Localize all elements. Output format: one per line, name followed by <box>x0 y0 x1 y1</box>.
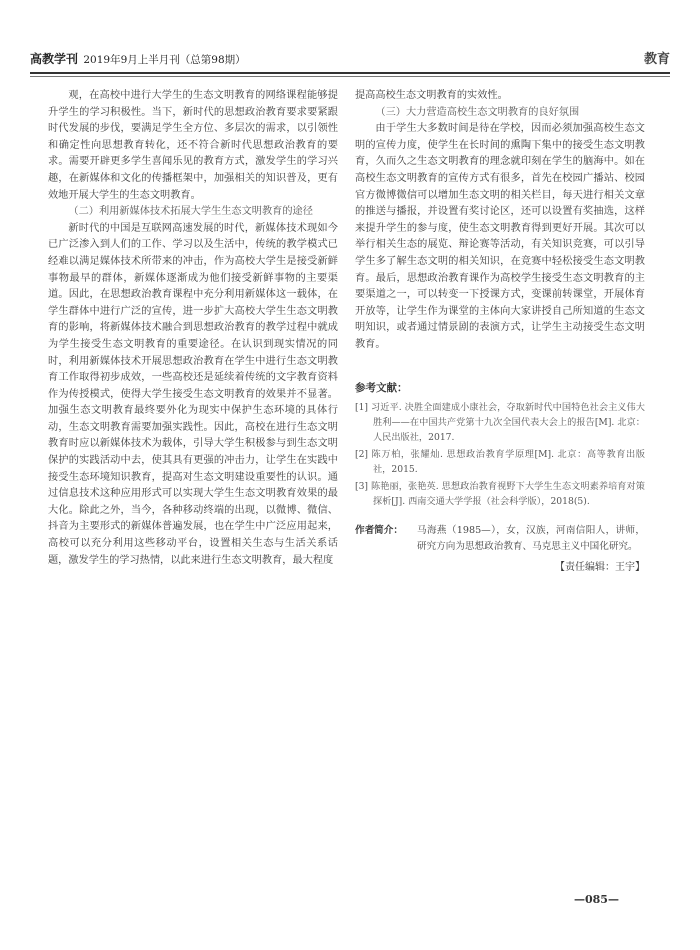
author-bio-label: 作者简介： <box>355 525 403 537</box>
journal-name: 高教学刊 <box>30 52 79 66</box>
editor-note: 【责任编辑：王宇】 <box>555 562 645 574</box>
author-bio-text: 马海燕（1985—），女，汉族，河南信阳人，讲师，研究方向为思想政治教育、马克思主义中国化研究。 <box>417 525 645 552</box>
references-title: 参考文献： <box>355 381 408 394</box>
author-bio <box>355 523 645 554</box>
reference-item: [1] 习近平. 决胜全面建成小康社会，夺取新时代中国特色社会主义伟大胜利——在中国共产党第十九次全国代表大会上的报告[M]. 北京：人民出版社，2017. <box>355 402 645 444</box>
page-header <box>30 48 670 72</box>
body-paragraph: 观，在高校中进行大学生的生态文明教育的网络课程能够提升学生的学习积极性。当下，新时代的思想政治教育要求要紧跟时代发展的步伐，要满足学生全方位、多层次的需求，以引领性和确定性向思想教育转化，还不符合新时代思想政治教育的要求。需要开辟更多学生喜闻乐见的教育方式，激发学生的学习兴趣，在新媒体和文化的传播框架中，加强相关的知识普及，更有效地开展大学生的生态文明教育。 <box>48 90 338 201</box>
right-column <box>355 88 645 577</box>
references-list <box>355 400 645 509</box>
section-subheading: （三）大力营造高校生态文明教育的良好氛围 <box>375 106 580 118</box>
section-subheading: （二）利用新媒体技术拓展大学生生态文明教育的途径 <box>68 206 313 218</box>
reference-item: [2] 陈万柏，张耀灿. 思想政治教育学原理[M]. 北京：高等教育出版社，2015. <box>355 449 645 476</box>
page-number: —085— <box>574 893 619 906</box>
reference-item: [3] 陈艳丽，张艳英. 思想政治教育视野下大学生生态文明素养培育对策探析[J]. 西南交通大学学报（社会科学版），2018(5). <box>355 481 645 508</box>
left-column <box>48 88 338 569</box>
section-label: 教育 <box>643 52 670 67</box>
right-column-paragraphs <box>355 88 645 354</box>
header-rule-thin <box>30 76 670 77</box>
body-paragraph: 提高高校生态文明教育的实效性。 <box>355 90 508 101</box>
issue-info: 2019年9月上半月刊（总第98期） <box>83 54 246 66</box>
header-rule-thick <box>30 72 670 74</box>
header-journal-issue <box>30 50 246 67</box>
body-paragraph: 由于学生大多数时间是待在学校，因而必须加强高校生态文明的宣传力度，使学生在长时间的熏陶下集中的接受生态文明教育，久而久之生态文明教育的理念就印刻在学生的脑海中。如在高校生态文明教育的宣传方式有很多，首先在校园广播站、校园官方微博微信可以增加生态文明的相关栏目，每天进行相关文章的推送与播报，并设置有奖讨论区，还可以设置有奖抽选，这样来提升学生的参与度，使生态文明教育得到更好开展。其次可以举行相关生态的展览、辩论赛等活动，有关知识竞赛，可以引导学生多了解生态文明的相关知识，在竞赛中轻松接受生态文明教育。最后，思想政治教育课作为高校学生接受生态文明教育的主要渠道之一，可以转变一下授课方式，变课前转课堂，开展体育开放等，让学生作为课堂的主体向大家讲授自己所知道的生态文明知识，或者通过情景剧的表演方式，让学生主动接受生态文明教育。 <box>355 123 645 350</box>
body-paragraph: 新时代的中国是互联网高速发展的时代，新媒体技术现如今已广泛渗入到人们的工作、学习以及生活中，传统的教学模式已经难以满足媒体技术所带来的冲击，作为高校大学生是接受新鲜事物最早的群体，新媒体逐渐成为他们接受新鲜事物的主要渠道。因此，在思想政治教育课程中充分利用新媒体这一载体，在学生群体中进行广泛的宣传，进一步扩大高校大学生生态文明教育的影响，将新媒体技术融合到思想政治教育的教学过程中就成为学生接受生态文明教育的重要途径。在认识到现实情况的同时，利用新媒体技术开展思想政治教育在学生中进行生态文明教育工作取得初步成效，一些高校还是延续着传统的文字教育资料作为传授模式，使得大学生接受生态文明教育的效果并不显著。加强生态文明教育最终要外化为现实中保护生态环境的具体行动，生态文明教育需要加强实践性。因此，高校在进行生态文明教育时应以新媒体技术为载体，引导大学生积极参与到生态文明保护的实践活动中去，使其具有更强的冲击力，让学生在实践中接受生态环境知识教育，提高对生态文明建设重要性的认识。通过信息技术这种应用形式可以实现大学生生态文明教育效果的最大化。除此之外，当今，各种移动终端的出现，以微博、微信、抖音为主要形式的新媒体普遍发展，也在学生中广泛应用起来，高校可以充分利用这些移动平台，设置相关生态与生活关系话题，激发学生的学习热情，以此来进行生态文明教育，最大程度 <box>48 222 338 566</box>
